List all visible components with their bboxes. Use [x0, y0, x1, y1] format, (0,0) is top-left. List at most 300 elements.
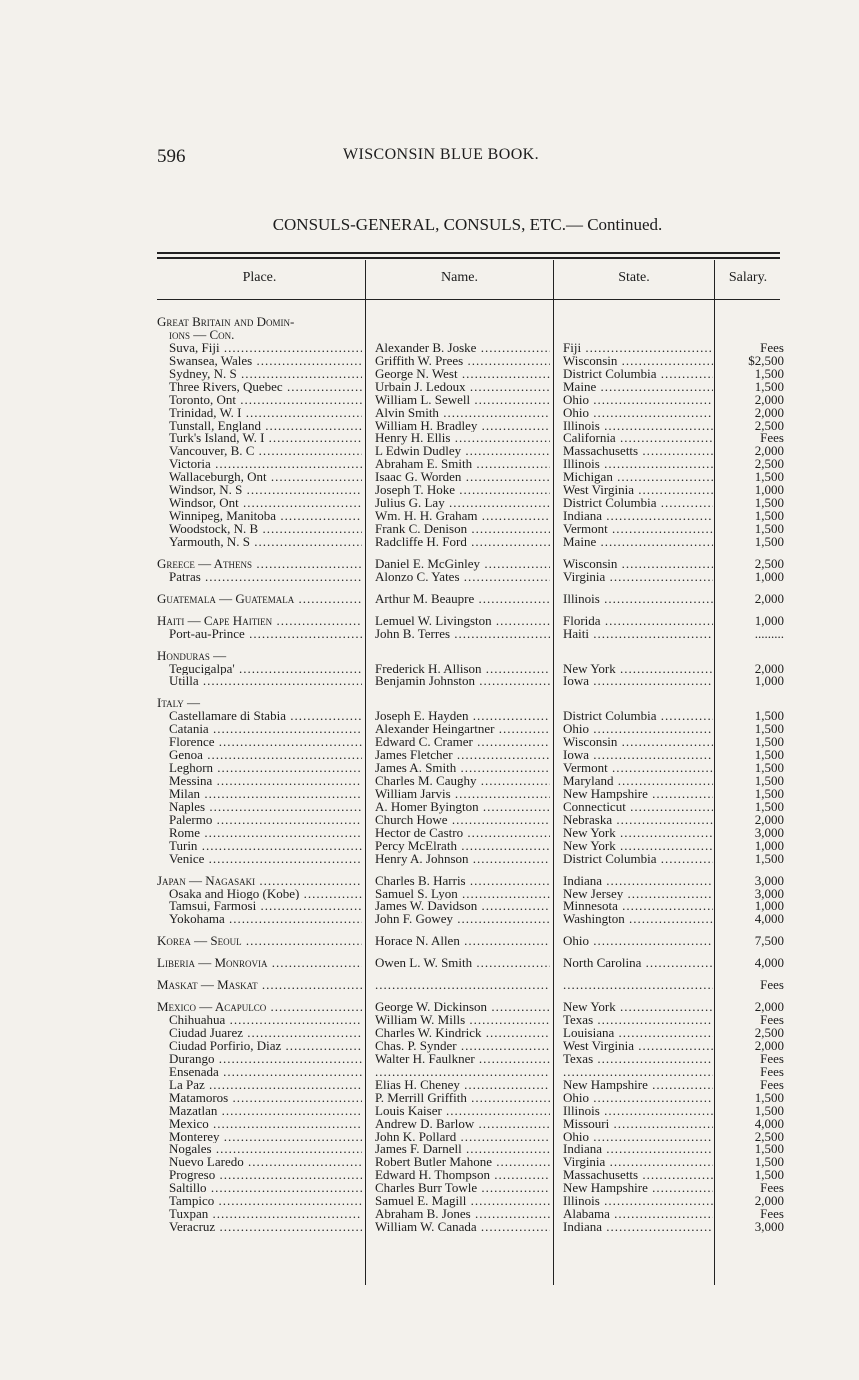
- cell-sal: [716, 432, 784, 445]
- sal-text: 2,500: [754, 1130, 784, 1144]
- name-text: Frederick H. Allison .....: [375, 663, 550, 676]
- cell-place: [157, 913, 362, 926]
- place-text: ions — Con.: [169, 328, 235, 342]
- cell-name: [375, 1014, 550, 1027]
- cell-place: [157, 675, 362, 688]
- cell-state: [563, 663, 713, 676]
- sal-text: 1,500: [754, 497, 784, 511]
- table-row: [0, 1156, 859, 1169]
- state-text: New York .....: [563, 840, 713, 853]
- cell-name: [375, 827, 550, 840]
- sal-text: 1,500: [754, 736, 784, 750]
- sal-text: 1,500: [754, 775, 784, 788]
- state-text: Haiti .....: [563, 628, 713, 641]
- place-text: Toronto, Ont .....: [157, 394, 362, 407]
- table-row: [0, 697, 859, 710]
- sal-text: 1,500: [754, 471, 784, 485]
- name-text: Daniel E. McGinley .....: [375, 558, 550, 571]
- cell-place: [157, 316, 362, 329]
- sal-text: 2,000: [754, 813, 784, 827]
- sal-text: 2,000: [754, 393, 784, 407]
- cell-state: [563, 840, 713, 853]
- table-row: [0, 1208, 859, 1221]
- cell-place: [157, 853, 362, 866]
- cell-name: [375, 458, 550, 471]
- state-text: District Columbia .....: [563, 368, 713, 381]
- sal-text: 1,500: [754, 1104, 784, 1118]
- name-text: Lemuel W. Livingston .....: [375, 615, 550, 628]
- table-row: [0, 888, 859, 901]
- cell-sal: [716, 420, 784, 433]
- state-text: Michigan .....: [563, 471, 713, 484]
- column-header-salary: Salary.: [728, 270, 768, 285]
- place-text: Great Britain and Domin-: [157, 316, 295, 329]
- sal-text: 1,500: [754, 723, 784, 737]
- cell-sal: [716, 1195, 784, 1208]
- name-text: Joseph E. Hayden .....: [375, 710, 550, 723]
- place-text: Patras .....: [157, 571, 362, 584]
- cell-state: [563, 471, 713, 484]
- cell-state: [563, 827, 713, 840]
- cell-place: [157, 497, 362, 510]
- cell-name: [375, 1105, 550, 1118]
- table-row: [0, 381, 859, 394]
- state-text: New Hampshire .....: [563, 1079, 713, 1092]
- cell-name: [375, 979, 550, 992]
- name-text: Alvin Smith .....: [375, 407, 550, 420]
- sal-text: 4,000: [754, 913, 784, 927]
- place-text: Venice .....: [157, 853, 362, 866]
- table-row: [0, 1027, 859, 1040]
- place-text: Windsor, Ont .....: [157, 497, 362, 510]
- cell-sal: [716, 1105, 784, 1118]
- cell-state: [563, 853, 713, 866]
- sal-text: 2,500: [754, 557, 784, 571]
- sal-text: 1,500: [754, 510, 784, 524]
- name-text: [375, 1066, 550, 1079]
- cell-name: [375, 1156, 550, 1169]
- name-text: William W. Mills .....: [375, 1014, 550, 1027]
- place-text: Tampico .....: [157, 1195, 362, 1208]
- cell-name: [375, 407, 550, 420]
- cell-sal: [716, 1182, 784, 1195]
- name-text: James Fletcher .....: [375, 749, 550, 762]
- table-row: [0, 342, 859, 355]
- cell-sal: [716, 523, 784, 536]
- cell-state: [563, 355, 713, 368]
- state-text: Vermont .....: [563, 762, 713, 775]
- place-text: Trinidad, W. I .....: [157, 407, 362, 420]
- cell-name: [375, 484, 550, 497]
- place-text: Monterey .....: [157, 1131, 362, 1144]
- section-spacer: [0, 926, 859, 935]
- cell-sal: [716, 1156, 784, 1169]
- cell-sal: [716, 1014, 784, 1027]
- place-text: Tuxpan .....: [157, 1208, 362, 1221]
- cell-name: [375, 840, 550, 853]
- place-text: Turk's Island, W. I .....: [157, 432, 362, 445]
- column-header-name: Name.: [441, 270, 478, 285]
- state-text: Wisconsin .....: [563, 736, 713, 749]
- cell-place: [157, 407, 362, 420]
- place-text: Veracruz .....: [157, 1221, 362, 1234]
- cell-place: [157, 329, 362, 342]
- cell-name: [375, 571, 550, 584]
- table-row: [0, 762, 859, 775]
- place-text: La Paz .....: [157, 1079, 362, 1092]
- cell-place: [157, 523, 362, 536]
- sal-text: 1,500: [754, 523, 784, 536]
- name-text: Louis Kaiser .....: [375, 1105, 550, 1118]
- cell-name: [375, 1066, 550, 1079]
- cell-state: [563, 381, 713, 394]
- name-text: Abraham E. Smith .....: [375, 458, 550, 471]
- cell-state: [563, 888, 713, 901]
- cell-name: [375, 558, 550, 571]
- table-row: [0, 736, 859, 749]
- sal-text: 3,000: [754, 826, 784, 840]
- cell-state: [563, 957, 713, 970]
- sal-text: 1,500: [754, 1156, 784, 1170]
- cell-name: [375, 888, 550, 901]
- sal-text: 2,000: [754, 662, 784, 676]
- place-text: Tamsui, Farmosi .....: [157, 900, 362, 913]
- table-row: [0, 558, 859, 571]
- section-spacer: [0, 641, 859, 650]
- cell-sal: [716, 736, 784, 749]
- cell-sal: [716, 801, 784, 814]
- cell-state: [563, 615, 713, 628]
- cell-place: [157, 593, 362, 606]
- cell-place: [157, 801, 362, 814]
- place-text: Florence .....: [157, 736, 362, 749]
- table-row: [0, 1182, 859, 1195]
- cell-place: [157, 1118, 362, 1131]
- name-text: Charles B. Harris .....: [375, 875, 550, 888]
- table-title: CONSULS-GENERAL, CONSULS, ETC.— Continued.: [272, 215, 663, 234]
- table-row: [0, 723, 859, 736]
- table-row: [0, 593, 859, 606]
- cell-state: [563, 1143, 713, 1156]
- name-text: Julius G. Lay .....: [375, 497, 550, 510]
- state-text: New York .....: [563, 827, 713, 840]
- state-text: Ohio .....: [563, 407, 713, 420]
- cell-sal: [716, 1040, 784, 1053]
- state-text: Fiji .....: [563, 342, 713, 355]
- cell-sal: [716, 957, 784, 970]
- state-text: District Columbia .....: [563, 853, 713, 866]
- table-row: [0, 615, 859, 628]
- place-text: Catania .....: [157, 723, 362, 736]
- sal-text: 1,000: [754, 675, 784, 689]
- cell-state: [563, 723, 713, 736]
- cell-sal: [716, 913, 784, 926]
- cell-place: [157, 1182, 362, 1195]
- cell-sal: [716, 1001, 784, 1014]
- sal-text: 1,000: [754, 839, 784, 853]
- sal-text: 2,500: [754, 458, 784, 472]
- cell-sal: [716, 788, 784, 801]
- cell-name: [375, 1169, 550, 1182]
- state-text: Maryland .....: [563, 775, 713, 788]
- name-text: Urbain J. Ledoux .....: [375, 381, 550, 394]
- name-text: Benjamin Johnston .....: [375, 675, 550, 688]
- cell-place: [157, 979, 362, 992]
- place-text: Suva, Fiji .....: [157, 342, 362, 355]
- cell-name: [375, 394, 550, 407]
- cell-name: [375, 471, 550, 484]
- place-text: Ciudad Juarez .....: [157, 1027, 362, 1040]
- cell-state: [563, 510, 713, 523]
- state-text: Missouri .....: [563, 1118, 713, 1131]
- state-text: North Carolina .....: [563, 957, 713, 970]
- cell-name: [375, 1040, 550, 1053]
- cell-sal: [716, 342, 784, 355]
- cell-name: [375, 1001, 550, 1014]
- state-text: Texas .....: [563, 1053, 713, 1066]
- cell-state: [563, 1105, 713, 1118]
- cell-place: [157, 1143, 362, 1156]
- name-text: A. Homer Byington .....: [375, 801, 550, 814]
- cell-state: [563, 1169, 713, 1182]
- section-spacer: [0, 948, 859, 957]
- cell-sal: [716, 628, 784, 641]
- cell-sal: [716, 979, 784, 992]
- cell-state: [563, 1118, 713, 1131]
- sal-text: 2,000: [754, 1001, 784, 1015]
- state-text: Alabama .....: [563, 1208, 713, 1221]
- cell-name: [375, 615, 550, 628]
- place-text: Leghorn .....: [157, 762, 362, 775]
- sal-text: 2,500: [754, 419, 784, 433]
- cell-state: [563, 1195, 713, 1208]
- place-text: Three Rivers, Quebec .....: [157, 381, 362, 394]
- cell-place: [157, 840, 362, 853]
- cell-sal: [716, 571, 784, 584]
- cell-state: [563, 1092, 713, 1105]
- cell-place: [157, 628, 362, 641]
- sal-text: 1,000: [754, 484, 784, 498]
- sal-text: 2,000: [754, 1039, 784, 1053]
- place-text: Haiti — Cape Haitien .....: [157, 615, 362, 628]
- cell-place: [157, 510, 362, 523]
- place-text: Genoa .....: [157, 749, 362, 762]
- cell-name: [375, 723, 550, 736]
- cell-state: [563, 497, 713, 510]
- sal-text: Fees: [760, 1052, 784, 1066]
- cell-sal: [716, 710, 784, 723]
- cell-place: [157, 710, 362, 723]
- table-row: [0, 445, 859, 458]
- cell-place: [157, 1131, 362, 1144]
- name-text: George W. Dickinson .....: [375, 1001, 550, 1014]
- cell-place: [157, 663, 362, 676]
- cell-name: [375, 749, 550, 762]
- name-text: Charles Burr Towle .....: [375, 1182, 550, 1195]
- table-row: [0, 420, 859, 433]
- sal-text: $2,500: [748, 354, 784, 368]
- cell-place: [157, 1040, 362, 1053]
- name-text: Hector de Castro .....: [375, 827, 550, 840]
- cell-place: [157, 1195, 362, 1208]
- sal-text: Fees: [760, 1014, 784, 1028]
- cell-sal: [716, 484, 784, 497]
- cell-state: [563, 368, 713, 381]
- name-text: Chas. P. Synder .....: [375, 1040, 550, 1053]
- sal-text: Fees: [760, 1208, 784, 1222]
- name-text: Walter H. Faulkner .....: [375, 1053, 550, 1066]
- state-text: Indiana .....: [563, 875, 713, 888]
- state-text: West Virginia .....: [563, 484, 713, 497]
- cell-state: [563, 913, 713, 926]
- place-text: Osaka and Hiogo (Kobe) .....: [157, 888, 362, 901]
- cell-state: [563, 979, 713, 992]
- state-text: New Jersey .....: [563, 888, 713, 901]
- cell-place: [157, 420, 362, 433]
- cell-state: [563, 775, 713, 788]
- table-row: [0, 510, 859, 523]
- cell-place: [157, 381, 362, 394]
- cell-name: [375, 801, 550, 814]
- name-text: William Jarvis .....: [375, 788, 550, 801]
- table-row: [0, 497, 859, 510]
- name-text: Abraham B. Jones .....: [375, 1208, 550, 1221]
- state-text: Virginia .....: [563, 1156, 713, 1169]
- cell-place: [157, 445, 362, 458]
- top-rule-1: [157, 252, 780, 254]
- state-text: Nebraska .....: [563, 814, 713, 827]
- cell-name: [375, 1027, 550, 1040]
- cell-name: [375, 1143, 550, 1156]
- sal-text: 1,500: [754, 787, 784, 801]
- state-text: Connecticut .....: [563, 801, 713, 814]
- cell-sal: [716, 1092, 784, 1105]
- name-text: Percy McElrath .....: [375, 840, 550, 853]
- place-text: Wallaceburgh, Ont .....: [157, 471, 362, 484]
- sal-text: 4,000: [754, 957, 784, 971]
- place-text: Liberia — Monrovia .....: [157, 957, 362, 970]
- sal-text: Fees: [760, 979, 784, 993]
- cell-name: [375, 853, 550, 866]
- cell-place: [157, 1014, 362, 1027]
- cell-sal: [716, 1221, 784, 1234]
- table-row: [0, 316, 859, 329]
- place-text: Tunstall, England .....: [157, 420, 362, 433]
- place-text: Nuevo Laredo .....: [157, 1156, 362, 1169]
- cell-state: [563, 1014, 713, 1027]
- state-text: Massachusetts .....: [563, 1169, 713, 1182]
- cell-name: [375, 900, 550, 913]
- cell-name: [375, 1118, 550, 1131]
- consuls-table-body: [0, 316, 859, 1234]
- cell-state: [563, 420, 713, 433]
- name-text: Henry H. Ellis .....: [375, 432, 550, 445]
- name-text: Griffith W. Prees .....: [375, 355, 550, 368]
- table-row: [0, 355, 859, 368]
- name-text: Henry A. Johnson .....: [375, 853, 550, 866]
- table-row: [0, 1118, 859, 1131]
- cell-place: [157, 749, 362, 762]
- state-text: District Columbia .....: [563, 710, 713, 723]
- cell-state: [563, 801, 713, 814]
- name-text: Wm. H. H. Graham .....: [375, 510, 550, 523]
- cell-name: [375, 510, 550, 523]
- name-text: Frank C. Denison .....: [375, 523, 550, 536]
- name-text: James A. Smith .....: [375, 762, 550, 775]
- cell-name: [375, 536, 550, 549]
- place-text: Windsor, N. S .....: [157, 484, 362, 497]
- table-row: [0, 801, 859, 814]
- table-row: [0, 471, 859, 484]
- cell-state: [563, 749, 713, 762]
- cell-name: [375, 875, 550, 888]
- table-row: [0, 394, 859, 407]
- sal-text: 4,000: [754, 1117, 784, 1131]
- table-row: [0, 979, 859, 992]
- cell-place: [157, 484, 362, 497]
- state-text: Iowa .....: [563, 675, 713, 688]
- section-spacer: [0, 688, 859, 697]
- cell-name: [375, 1092, 550, 1105]
- state-text: New Hampshire .....: [563, 1182, 713, 1195]
- cell-name: [375, 1053, 550, 1066]
- name-text: Church Howe .....: [375, 814, 550, 827]
- sal-text: 7,500: [754, 935, 784, 949]
- cell-sal: [716, 900, 784, 913]
- cell-sal: [716, 814, 784, 827]
- cell-state: [563, 558, 713, 571]
- section-spacer: [0, 549, 859, 558]
- place-text: Korea — Seoul .....: [157, 935, 362, 948]
- place-text: Greece — Athens .....: [157, 558, 362, 571]
- place-text: Mexico — Acapulco .....: [157, 1001, 362, 1014]
- table-row: [0, 1066, 859, 1079]
- name-text: John F. Gowey .....: [375, 913, 550, 926]
- cell-name: [375, 1221, 550, 1234]
- table-row: [0, 853, 859, 866]
- cell-sal: [716, 875, 784, 888]
- table-row: [0, 1131, 859, 1144]
- cell-place: [157, 650, 362, 663]
- cell-place: [157, 1027, 362, 1040]
- section-spacer: [0, 992, 859, 1001]
- table-row: [0, 1105, 859, 1118]
- cell-place: [157, 1079, 362, 1092]
- name-text: L Edwin Dudley .....: [375, 445, 550, 458]
- cell-state: [563, 1066, 713, 1079]
- cell-place: [157, 1156, 362, 1169]
- cell-sal: [716, 355, 784, 368]
- name-text: Edward H. Thompson .....: [375, 1169, 550, 1182]
- place-text: Nogales .....: [157, 1143, 362, 1156]
- state-text: Louisiana .....: [563, 1027, 713, 1040]
- state-text: Indiana .....: [563, 1221, 713, 1234]
- cell-place: [157, 1066, 362, 1079]
- cell-place: [157, 814, 362, 827]
- place-text: Maskat — Maskat .....: [157, 979, 362, 992]
- cell-state: [563, 593, 713, 606]
- state-text: District Columbia .....: [563, 497, 713, 510]
- table-row: [0, 1169, 859, 1182]
- table-row: [0, 1092, 859, 1105]
- table-row: [0, 1079, 859, 1092]
- cell-place: [157, 762, 362, 775]
- cell-state: [563, 484, 713, 497]
- state-text: Ohio .....: [563, 935, 713, 948]
- sal-text: 1,500: [754, 1143, 784, 1157]
- state-text: New York .....: [563, 663, 713, 676]
- place-text: Honduras —: [157, 649, 227, 663]
